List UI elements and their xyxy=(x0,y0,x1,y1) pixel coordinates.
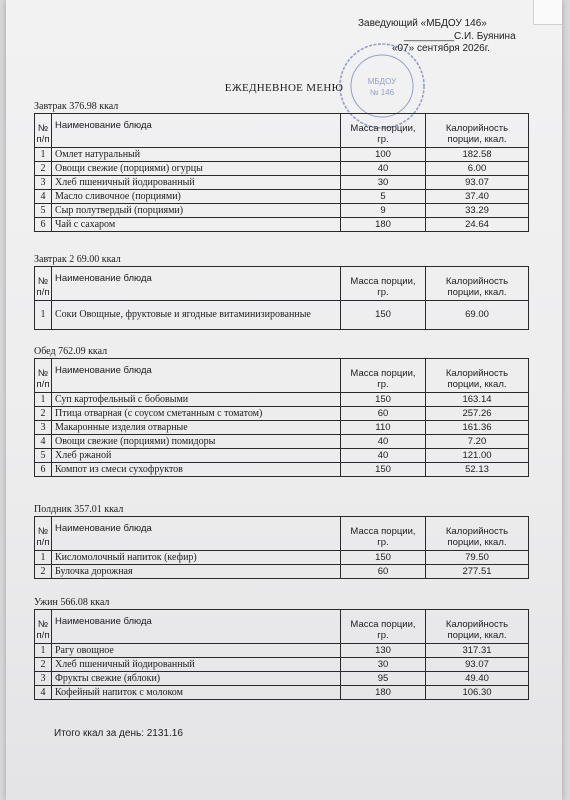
table-header xyxy=(35,359,529,393)
table-row xyxy=(35,565,529,579)
dish-name: Птица отварная (с соусом сметанным с томатом) xyxy=(52,407,341,421)
dish-mass: 60 xyxy=(341,565,426,579)
dish-cal: 163.14 xyxy=(426,393,529,407)
dish-mass: 30 xyxy=(341,658,426,672)
dish-name: Булочка дорожная xyxy=(52,565,341,579)
dish-cal: 49.40 xyxy=(426,672,529,686)
col-name: Наименование блюда xyxy=(52,114,341,148)
dish-name: Овощи свежие (порциями) огурцы xyxy=(52,162,341,176)
dish-name: Хлеб пшеничный йодированный xyxy=(52,658,341,672)
dish-mass: 150 xyxy=(341,463,426,477)
dish-mass: 150 xyxy=(341,551,426,565)
col-name: Наименование блюда xyxy=(52,359,341,393)
table-row xyxy=(35,204,529,218)
dish-mass: 110 xyxy=(341,421,426,435)
meal-lunch xyxy=(34,346,529,477)
dish-mass: 5 xyxy=(341,190,426,204)
row-num: 5 xyxy=(35,449,52,463)
table-row xyxy=(35,407,529,421)
menu-sheet xyxy=(6,0,562,800)
menu-table xyxy=(34,358,529,477)
meal-dinner xyxy=(34,597,529,700)
dish-mass: 95 xyxy=(341,672,426,686)
row-num: 3 xyxy=(35,672,52,686)
dish-mass: 100 xyxy=(341,148,426,162)
dish-cal: 106.30 xyxy=(426,686,529,700)
table-header xyxy=(35,267,529,301)
col-mass: Масса порции, гр. xyxy=(341,517,426,551)
table-row xyxy=(35,393,529,407)
col-num: № п/п xyxy=(35,359,52,393)
stamp-text-1: МБДОУ xyxy=(367,77,397,86)
dish-name: Хлеб пшеничный йодированный xyxy=(52,176,341,190)
col-cal: Калорийность порции, ккал. xyxy=(426,359,529,393)
row-num: 2 xyxy=(35,162,52,176)
menu-table xyxy=(34,113,529,232)
row-num: 2 xyxy=(35,565,52,579)
table-row xyxy=(35,218,529,232)
dish-mass: 150 xyxy=(341,301,426,330)
col-mass: Масса порции, гр. xyxy=(341,267,426,301)
dish-mass: 40 xyxy=(341,435,426,449)
meal-breakfast xyxy=(34,101,529,232)
dish-cal: 7.20 xyxy=(426,435,529,449)
table-header xyxy=(35,610,529,644)
page-title: ЕЖЕДНЕВНОЕ МЕНЮ xyxy=(224,82,344,94)
table-row xyxy=(35,449,529,463)
meal-snack xyxy=(34,504,529,579)
table-row xyxy=(35,658,529,672)
table-row xyxy=(35,190,529,204)
dish-cal: 121.00 xyxy=(426,449,529,463)
daily-total: Итого ккал за день: 2131.16 xyxy=(54,728,183,739)
dish-mass: 9 xyxy=(341,204,426,218)
dish-name: Суп картофельный с бобовыми xyxy=(52,393,341,407)
dish-cal: 33.29 xyxy=(426,204,529,218)
dish-mass: 30 xyxy=(341,176,426,190)
col-num: № п/п xyxy=(35,114,52,148)
dish-mass: 40 xyxy=(341,449,426,463)
table-header xyxy=(35,517,529,551)
table-row xyxy=(35,435,529,449)
meal-heading: Полдник 357.01 ккал xyxy=(34,504,124,515)
table-row xyxy=(35,672,529,686)
row-num: 1 xyxy=(35,393,52,407)
dish-name: Овощи свежие (порциями) помидоры xyxy=(52,435,341,449)
row-num: 1 xyxy=(35,644,52,658)
meal-heading: Завтрак 2 69.00 ккал xyxy=(34,254,121,265)
table-row xyxy=(35,421,529,435)
row-num: 1 xyxy=(35,301,52,330)
dish-mass: 180 xyxy=(341,218,426,232)
table-row xyxy=(35,148,529,162)
dish-name: Омлет натуральный xyxy=(52,148,341,162)
dish-name: Кофейный напиток с молоком xyxy=(52,686,341,700)
dish-cal: 317.31 xyxy=(426,644,529,658)
dish-mass: 130 xyxy=(341,644,426,658)
dish-mass: 40 xyxy=(341,162,426,176)
dish-cal: 257.26 xyxy=(426,407,529,421)
dish-name: Рагу овощное xyxy=(52,644,341,658)
row-num: 2 xyxy=(35,658,52,672)
dish-cal: 24.64 xyxy=(426,218,529,232)
meal-heading: Ужин 566.08 ккал xyxy=(34,597,110,608)
dish-cal: 182.58 xyxy=(426,148,529,162)
dish-mass: 60 xyxy=(341,407,426,421)
row-num: 4 xyxy=(35,190,52,204)
menu-table xyxy=(34,609,529,700)
col-mass: Масса порции, гр. xyxy=(341,114,426,148)
table-row xyxy=(35,463,529,477)
row-num: 4 xyxy=(35,435,52,449)
row-num: 3 xyxy=(35,421,52,435)
dish-name: Сыр полутвердый (порциями) xyxy=(52,204,341,218)
col-cal: Калорийность порции, ккал. xyxy=(426,267,529,301)
dish-name: Компот из смеси сухофруктов xyxy=(52,463,341,477)
col-num: № п/п xyxy=(35,517,52,551)
col-cal: Калорийность порции, ккал. xyxy=(426,114,529,148)
table-row xyxy=(35,301,529,330)
dish-cal: 79.50 xyxy=(426,551,529,565)
approval-date: «07» сентября 2026г. xyxy=(392,43,490,54)
col-mass: Масса порции, гр. xyxy=(341,359,426,393)
approval-signature-line: _________С.И. Буянина xyxy=(404,30,516,42)
col-name: Наименование блюда xyxy=(52,610,341,644)
dish-cal: 52.13 xyxy=(426,463,529,477)
row-num: 3 xyxy=(35,176,52,190)
dish-name: Макаронные изделия отварные xyxy=(52,421,341,435)
dish-cal: 93.07 xyxy=(426,658,529,672)
dish-cal: 161.36 xyxy=(426,421,529,435)
dish-mass: 180 xyxy=(341,686,426,700)
dish-cal: 6.00 xyxy=(426,162,529,176)
row-num: 5 xyxy=(35,204,52,218)
dish-mass: 150 xyxy=(341,393,426,407)
row-num: 1 xyxy=(35,551,52,565)
dish-cal: 93.07 xyxy=(426,176,529,190)
col-name: Наименование блюда xyxy=(52,517,341,551)
dish-cal: 69.00 xyxy=(426,301,529,330)
menu-table xyxy=(34,266,529,330)
col-mass: Масса порции, гр. xyxy=(341,610,426,644)
table-row xyxy=(35,551,529,565)
menu-table xyxy=(34,516,529,579)
col-num: № п/п xyxy=(35,610,52,644)
stamp-text-2: № 146 xyxy=(369,88,395,97)
table-row xyxy=(35,176,529,190)
dish-name: Чай с сахаром xyxy=(52,218,341,232)
meal-second-breakfast xyxy=(34,254,529,330)
approval-position: Заведующий «МБДОУ 146» xyxy=(358,18,487,29)
col-num: № п/п xyxy=(35,267,52,301)
table-row xyxy=(35,686,529,700)
row-num: 4 xyxy=(35,686,52,700)
dish-name: Хлеб ржаной xyxy=(52,449,341,463)
col-cal: Калорийность порции, ккал. xyxy=(426,517,529,551)
dish-cal: 37.40 xyxy=(426,190,529,204)
row-num: 6 xyxy=(35,218,52,232)
dish-name: Соки Овощные, фруктовые и ягодные витаминизированные xyxy=(52,301,341,330)
dish-name: Масло сливочное (порциями) xyxy=(52,190,341,204)
meal-heading: Завтрак 376.98 ккал xyxy=(34,101,119,112)
row-num: 1 xyxy=(35,148,52,162)
row-num: 6 xyxy=(35,463,52,477)
dish-name: Фрукты свежие (яблоки) xyxy=(52,672,341,686)
meal-heading: Обед 762.09 ккал xyxy=(34,346,108,357)
table-row xyxy=(35,644,529,658)
col-cal: Калорийность порции, ккал. xyxy=(426,610,529,644)
table-row xyxy=(35,162,529,176)
col-name: Наименование блюда xyxy=(52,267,341,301)
table-header xyxy=(35,114,529,148)
dish-cal: 277.51 xyxy=(426,565,529,579)
row-num: 2 xyxy=(35,407,52,421)
dish-name: Кисломолочный напиток (кефир) xyxy=(52,551,341,565)
